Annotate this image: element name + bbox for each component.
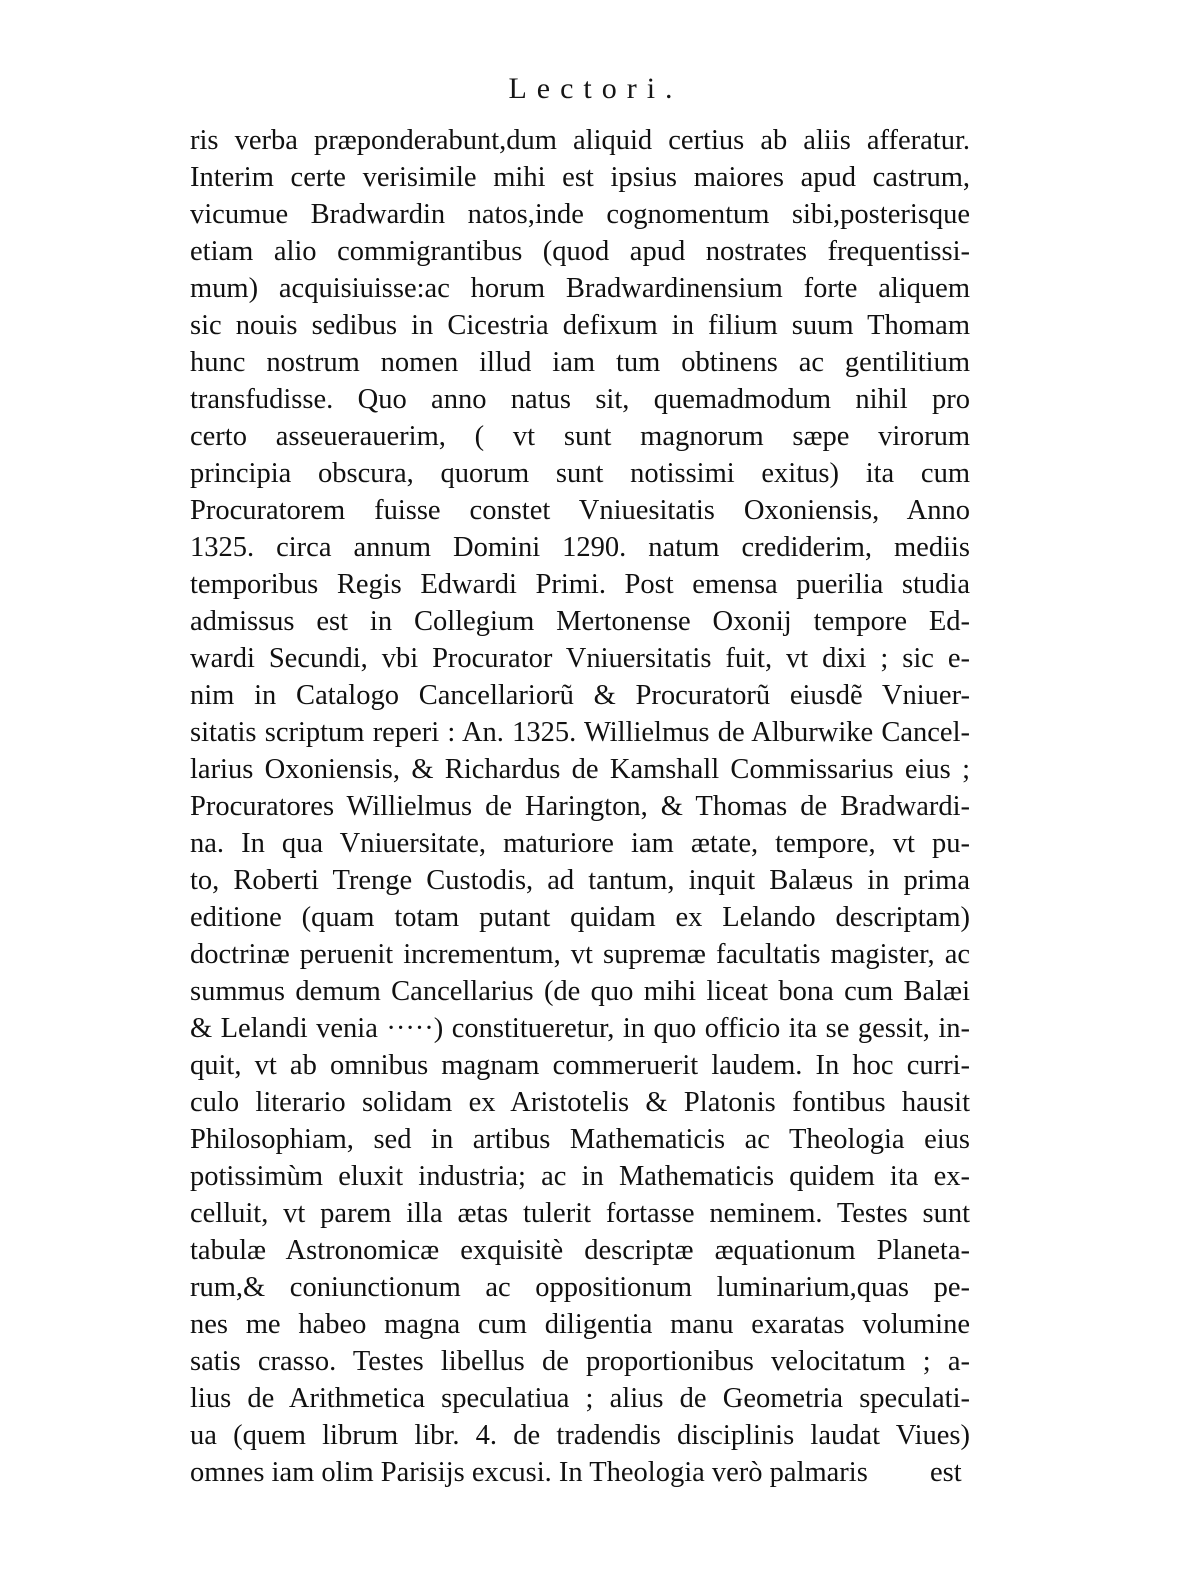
text-line: principia obscura, quorum sunt notissimi exitus) ita cum bbox=[190, 458, 970, 489]
text-line: lius de Arithmetica speculatiua ; alius de Geometria speculati- bbox=[190, 1383, 970, 1414]
text-line: hunc nostrum nomen illud iam tum obtinens ac gentilitium bbox=[190, 347, 970, 378]
text-line: rum,& coniunctionum ac oppositionum luminarium,quas pe- bbox=[190, 1272, 970, 1303]
text-line: celluit, vt parem illa ætas tulerit fortasse neminem. Testes sunt bbox=[190, 1198, 970, 1229]
text-line: to, Roberti Trenge Custodis, ad tantum, inquit Balæus in prima bbox=[190, 865, 970, 896]
text-line: sitatis scriptum reperi : An. 1325. Willielmus de Alburwike Cancel- bbox=[190, 717, 970, 748]
text-line: sic nouis sedibus in Cicestria defixum in filium suum Thomam bbox=[190, 310, 970, 341]
text-line: & Lelandi venia ·····) constitueretur, in quo officio ita se gessit, in- bbox=[190, 1013, 970, 1044]
text-line: nes me habeo magna cum diligentia manu exaratas volumine bbox=[190, 1309, 970, 1340]
text-line: ris verba præponderabunt,dum aliquid certius ab aliis afferatur. bbox=[190, 125, 970, 156]
text-line: Philosophiam, sed in artibus Mathematicis ac Theologia eius bbox=[190, 1124, 970, 1155]
running-head: Lectori. bbox=[508, 72, 683, 105]
text-line: certo asseuerauerim, ( vt sunt magnorum sæpe virorum bbox=[190, 421, 970, 452]
text-line: omnes iam olim Parisijs excusi. In Theologia verò palmaris bbox=[190, 1457, 868, 1488]
text-line: satis crasso. Testes libellus de proportionibus velocitatum ; a- bbox=[190, 1346, 970, 1377]
text-line: Procuratores Willielmus de Harington, & Thomas de Bradwardi- bbox=[190, 791, 970, 822]
text-line: 1325. circa annum Domini 1290. natum crediderim, mediis bbox=[190, 532, 970, 563]
text-line: Interim certe verisimile mihi est ipsius maiores apud castrum, bbox=[190, 162, 970, 193]
text-line: nim in Catalogo Cancellariorũ & Procuratorũ eiusdẽ Vniuer- bbox=[190, 680, 970, 711]
text-line: tabulæ Astronomicæ exquisitè descriptæ æquationum Planeta- bbox=[190, 1235, 970, 1266]
text-line: vicumue Bradwardin natos,inde cognomentum sibi,posterisque bbox=[190, 199, 970, 230]
text-line: transfudisse. Quo anno natus sit, quemadmodum nihil pro bbox=[190, 384, 970, 415]
text-line: quit, vt ab omnibus magnam commeruerit laudem. In hoc curri- bbox=[190, 1050, 970, 1081]
text-block bbox=[190, 122, 970, 1491]
text-line: summus demum Cancellarius (de quo mihi liceat bona cum Balæi bbox=[190, 976, 970, 1007]
text-line: wardi Secundi, vbi Procurator Vniuersitatis fuit, vt dixi ; sic e- bbox=[190, 643, 970, 674]
text-line: culo literario solidam ex Aristotelis & Platonis fontibus hausit bbox=[190, 1087, 970, 1118]
text-line: na. In qua Vniuersitate, maturiore iam ætate, tempore, vt pu- bbox=[190, 828, 970, 859]
text-line: mum) acquisiuisse:ac horum Bradwardinensium forte aliquem bbox=[190, 273, 970, 304]
text-line: temporibus Regis Edwardi Primi. Post emensa puerilia studia bbox=[190, 569, 970, 600]
text-line: ua (quem librum libr. 4. de tradendis disciplinis laudat Viues) bbox=[190, 1420, 970, 1451]
text-line: admissus est in Collegium Mertonense Oxonij tempore Ed- bbox=[190, 606, 970, 637]
text-line: doctrinæ peruenit incrementum, vt supremæ facultatis magister, ac bbox=[190, 939, 970, 970]
catchword: est bbox=[930, 1457, 962, 1488]
text-line: larius Oxoniensis, & Richardus de Kamshall Commissarius eius ; bbox=[190, 754, 970, 785]
text-line: Procuratorem fuisse constet Vniuesitatis Oxoniensis, Anno bbox=[190, 495, 970, 526]
text-line: etiam alio commigrantibus (quod apud nostrates frequentissi- bbox=[190, 236, 970, 267]
text-line: editione (quam totam putant quidam ex Lelando descriptam) bbox=[190, 902, 970, 933]
text-line: potissimùm eluxit industria; ac in Mathematicis quidem ita ex- bbox=[190, 1161, 970, 1192]
